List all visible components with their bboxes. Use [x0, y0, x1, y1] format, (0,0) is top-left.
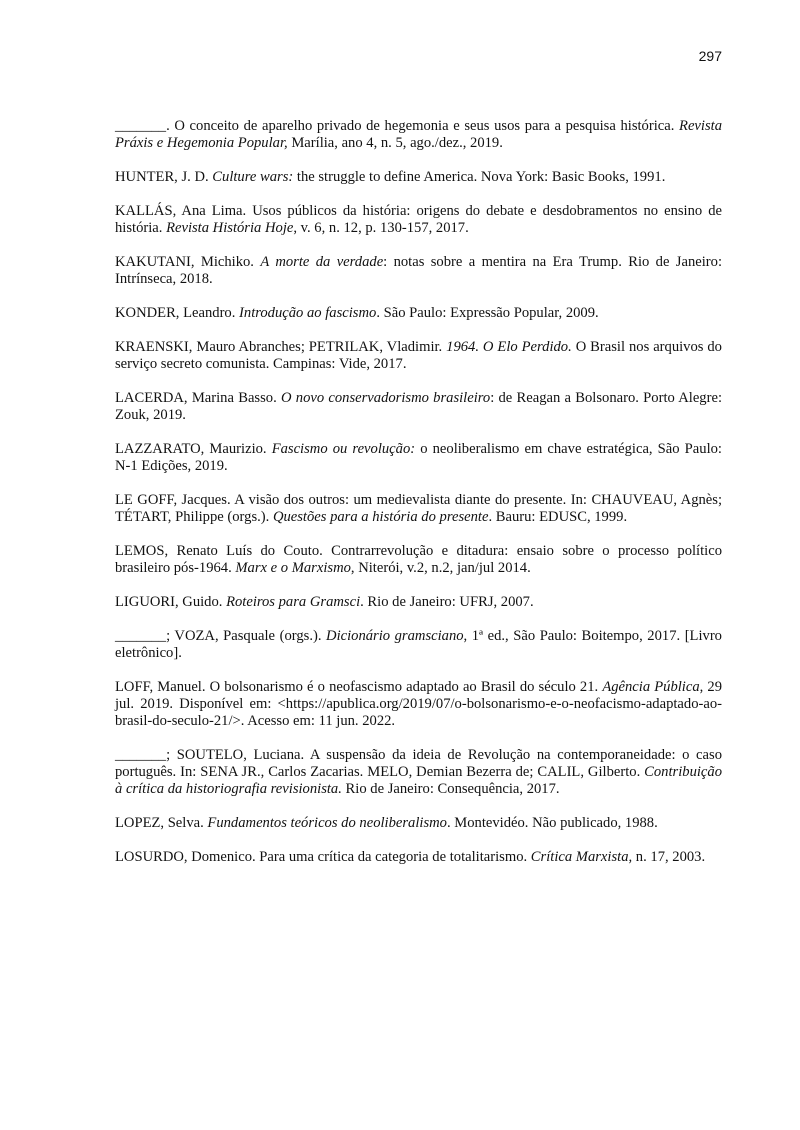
- reference-title: O novo conservadorismo brasileiro: [280, 390, 491, 406]
- reference-text: LIGUORI, Guido.: [115, 594, 227, 610]
- reference-text: KALLÁS, Ana Lima. Usos públicos da história: origens do debate e desdobramentos no ensino de história.: [115, 203, 722, 236]
- ref-loff-soutelo: [115, 747, 722, 798]
- reference-title: Revista Práxis e Hegemonia Popular,: [115, 118, 722, 151]
- reference-text: _______; VOZA, Pasquale (orgs.).: [115, 628, 327, 644]
- reference-text: . Bauru: EDUSC, 1999.: [488, 509, 628, 525]
- reference-title: Questões para a história do presente: [272, 509, 489, 525]
- reference-text: LEMOS, Renato Luís do Couto. Contrarrevolução e ditadura: ensaio sobre o processo político brasileiro pós-1964.: [115, 543, 722, 576]
- reference-text: HUNTER, J. D.: [115, 169, 213, 185]
- ref-lemos: [115, 543, 722, 577]
- ref-kallas: [115, 203, 722, 237]
- reference-text: n. 17, 2003.: [632, 849, 706, 865]
- reference-title: Roteiros para Gramsci: [226, 594, 361, 610]
- reference-title: Culture wars:: [212, 169, 294, 185]
- ref-liguori-voza: [115, 628, 722, 662]
- reference-text: o neoliberalismo em chave estratégica, São Paulo: N-1 Edições, 2019.: [115, 441, 722, 474]
- reference-text: O Brasil nos arquivos do serviço secreto comunista. Campinas: Vide, 2017.: [115, 339, 722, 372]
- reference-text: _______; SOUTELO, Luciana. A suspensão da ideia de Revolução na contemporaneidade: o caso português. In: SENA JR., Carlos Zacarias. MELO, Demian Bezerra de; CALIL, Gilberto.: [115, 747, 722, 780]
- reference-text: LACERDA, Marina Basso.: [115, 390, 281, 406]
- reference-text: _______. O conceito de aparelho privado de hegemonia e seus usos para a pesquisa histórica.: [115, 118, 680, 134]
- reference-title: Fascismo ou revolução:: [271, 441, 416, 457]
- reference-title: Fundamentos teóricos do neoliberalismo: [207, 815, 447, 831]
- ref-lazzarato: [115, 441, 722, 475]
- reference-text: LOFF, Manuel. O bolsonarismo é o neofascismo adaptado ao Brasil do século 21.: [115, 679, 603, 695]
- reference-text: KAKUTANI, Michiko.: [115, 254, 261, 270]
- reference-text: , 29 jul. 2019. Disponível em: <https://apublica.org/2019/07/o-bolsonarismo-e-o-neofacismo-adaptado-ao-brasil-do-seculo-21/>. Acesso em: 11 jun. 2022.: [115, 679, 723, 729]
- reference-text: . Rio de Janeiro: UFRJ, 2007.: [360, 594, 534, 610]
- reference-title: Crítica Marxista,: [530, 849, 633, 865]
- ref-liguori: [115, 594, 722, 611]
- reference-text: : notas sobre a mentira na Era Trump. Rio de Janeiro: Intrínseca, 2018.: [115, 254, 722, 287]
- ref-losurdo: [115, 849, 722, 866]
- reference-text: . São Paulo: Expressão Popular, 2009.: [376, 305, 599, 321]
- ref-kakutani: [115, 254, 722, 288]
- ref-lopez: [115, 815, 722, 832]
- reference-text: LAZZARATO, Maurizio.: [115, 441, 272, 457]
- reference-text: KRAENSKI, Mauro Abranches; PETRILAK, Vladimir.: [115, 339, 447, 355]
- reference-title: Revista História Hoje: [166, 220, 294, 236]
- page-number: 297: [698, 48, 722, 64]
- reference-text: KONDER, Leandro.: [115, 305, 240, 321]
- reference-text: Marília, ano 4, n. 5, ago./dez., 2019.: [287, 135, 503, 151]
- ref-hunter: [115, 169, 722, 186]
- reference-text: , v. 6, n. 12, p. 130-157, 2017.: [293, 220, 469, 236]
- reference-text: . Montevidéo. Não publicado, 1988.: [446, 815, 658, 831]
- ref-kraenski: [115, 339, 722, 373]
- reference-list: [115, 118, 722, 883]
- reference-title: Agência Pública: [602, 679, 700, 695]
- reference-text: LOSURDO, Domenico. Para uma crítica da categoria de totalitarismo.: [115, 849, 531, 865]
- reference-text: LE GOFF, Jacques. A visão dos outros: um medievalista diante do presente. In: CHAUVEAU, Agnès; TÉTART, Philippe (orgs.).: [115, 492, 722, 525]
- reference-title: Introdução ao fascismo: [239, 305, 377, 321]
- reference-text: the struggle to define America. Nova York: Basic Books, 1991.: [293, 169, 666, 185]
- reference-title: Dicionário gramsciano: [326, 628, 464, 644]
- ref-gramsci-hegemonia: [115, 118, 722, 152]
- ref-loff: [115, 679, 722, 730]
- reference-text: , 1ª ed., São Paulo: Boitempo, 2017. [Livro eletrônico].: [115, 628, 722, 661]
- reference-text: Rio de Janeiro: Consequência, 2017.: [341, 781, 560, 797]
- reference-text: : de Reagan a Bolsonaro. Porto Alegre: Zouk, 2019.: [115, 390, 722, 423]
- ref-le-goff: [115, 492, 722, 526]
- reference-title: Contribuição à crítica da historiografia revisionista.: [115, 764, 722, 797]
- reference-title: Marx e o Marxismo: [235, 560, 351, 576]
- reference-title: A morte da verdade: [260, 254, 384, 270]
- ref-lacerda: [115, 390, 722, 424]
- reference-title: 1964. O Elo Perdido.: [446, 339, 572, 355]
- ref-konder: [115, 305, 722, 322]
- reference-text: LOPEZ, Selva.: [115, 815, 208, 831]
- reference-text: , Niterói, v.2, n.2, jan/jul 2014.: [350, 560, 531, 576]
